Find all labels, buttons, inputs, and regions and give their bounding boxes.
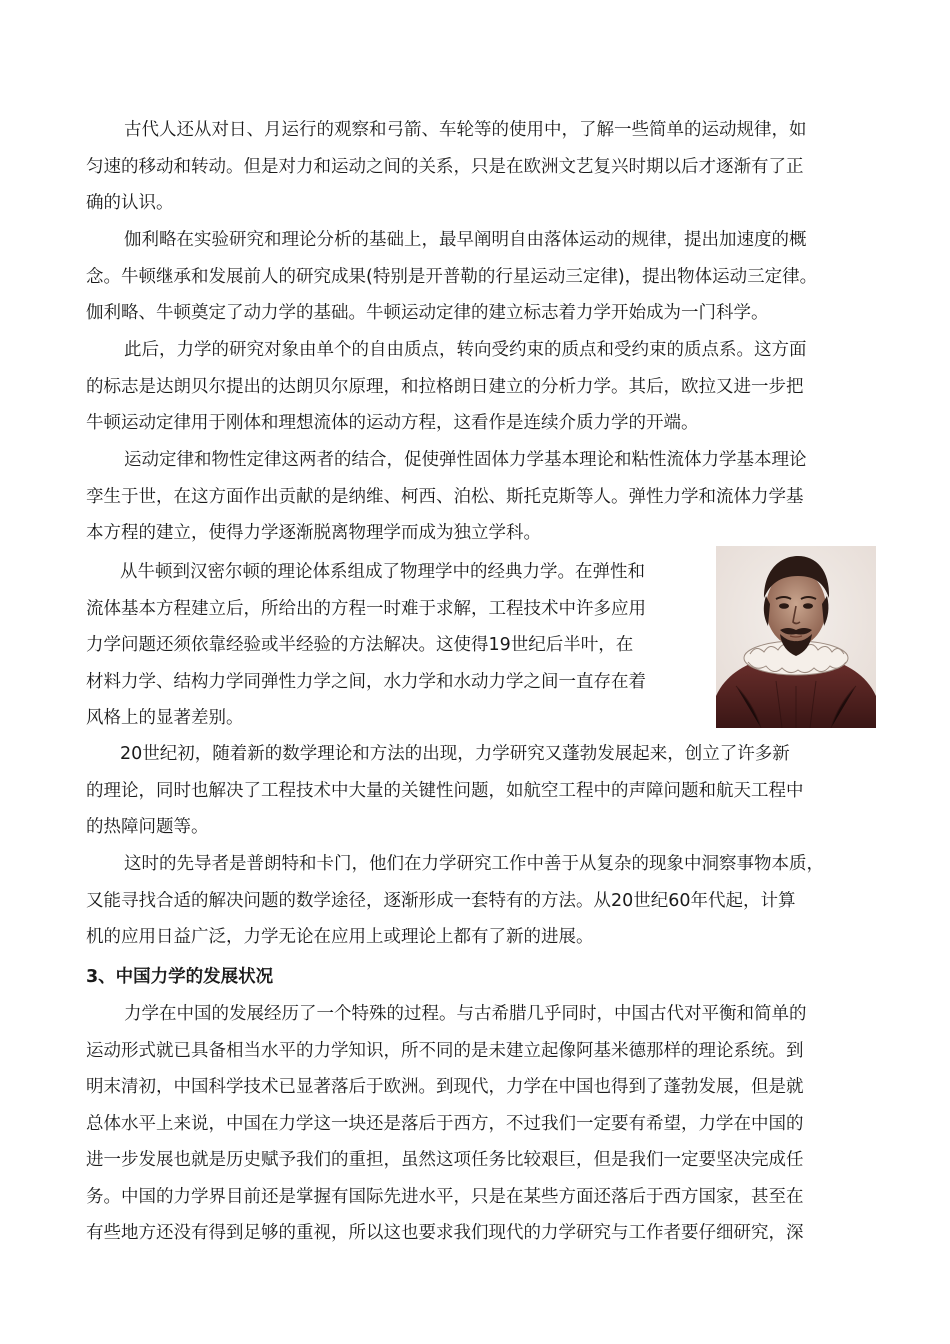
- text-line: 材料力学、结构力学同弹性力学之间，水力学和水动力学之间一直存在着: [86, 671, 646, 692]
- text-line: 本方程的建立，使得力学逐渐脱离物理学而成为独立学科。: [86, 523, 541, 543]
- text-line: 此后，力学的研究对象由单个的自由质点，转向受约束的质点和受约束的质点系。这方面: [124, 340, 807, 360]
- text-line: 匀速的移动和转动。但是对力和运动之间的关系，只是在欧洲文艺复兴时期以后才逐渐有了正: [86, 156, 804, 177]
- text-line: 牛顿运动定律用于刚体和理想流体的运动方程，这看作是连续介质力学的开端。: [86, 413, 699, 433]
- text-line: 古代人还从对日、月运行的观察和弓箭、车轮等的使用中，了解一些简单的运动规律，如: [124, 120, 807, 140]
- text-line: 的热障问题等。: [86, 817, 209, 837]
- text-line: 伽利略在实验研究和理论分析的基础上，最早阐明自由落体运动的规律，提出加速度的概: [124, 230, 807, 250]
- text-line: 风格上的显著差别。: [86, 708, 244, 728]
- paragraph-3: [86, 332, 886, 442]
- text-line: 总体水平上来说，中国在力学这一块还是落后于西方，不过我们一定要有希望，力学在中国的: [86, 1113, 804, 1134]
- text-line: 的理论，同时也解决了工程技术中大量的关键性问题，如航空工程中的声障问题和航天工程中: [86, 780, 804, 801]
- portrait-image: [716, 546, 876, 728]
- text-line: 这时的先导者是普朗特和卡门，他们在力学研究工作中善于从复杂的现象中洞察事物本质，: [124, 854, 824, 874]
- paragraph-2: [86, 222, 886, 332]
- text-line: 务。中国的力学界目前还是掌握有国际先进水平，只是在某些方面还落后于西方国家，甚至在: [86, 1186, 804, 1207]
- text-line: 伽利略、牛顿奠定了动力学的基础。牛顿运动定律的建立标志着力学开始成为一门科学。: [86, 303, 769, 323]
- text-line: 有些地方还没有得到足够的重视，所以这也要求我们现代的力学研究与工作者要仔细研究，深: [86, 1223, 804, 1243]
- text-line: 机的应用日益广泛，力学无论在应用上或理论上都有了新的进展。: [86, 927, 594, 947]
- text-line: 念。牛顿继承和发展前人的研究成果(特别是开普勒的行星运动三定律)，提出物体运动三定律。: [86, 266, 818, 287]
- text-line: 明末清初，中国科学技术已显著落后于欧洲。到现代，力学在中国也得到了蓬勃发展，但是就: [86, 1077, 804, 1097]
- paragraph-6: [86, 736, 886, 846]
- text-line: 又能寻找合适的解决问题的数学途径，逐渐形成一套特有的方法。从20世纪60年代起，计算: [86, 890, 796, 911]
- paragraph-7: [86, 846, 886, 956]
- text-line: 从牛顿到汉密尔顿的理论体系组成了物理学中的经典力学。在弹性和: [120, 562, 645, 582]
- text-line: 孪生于世，在这方面作出贡献的是纳维、柯西、泊松、斯托克斯等人。弹性力学和流体力学基: [86, 486, 804, 507]
- text-line: 力学问题还须依靠经验或半经验的方法解决。这使得19世纪后半叶，在: [86, 635, 634, 655]
- text-line: 运动定律和物性定律这两者的结合，促使弹性固体力学基本理论和粘性流体力学基本理论: [124, 450, 807, 470]
- text-line: 进一步发展也就是历史赋予我们的重担，虽然这项任务比较艰巨，但是我们一定要坚决完成任: [86, 1150, 804, 1170]
- text-line: 力学在中国的发展经历了一个特殊的过程。与古希腊几乎同时，中国古代对平衡和简单的: [124, 1004, 807, 1024]
- text-line: 的标志是达朗贝尔提出的达朗贝尔原理，和拉格朗日建立的分析力学。其后，欧拉又进一步把: [86, 376, 804, 397]
- text-line: 确的认识。: [86, 193, 174, 213]
- portrait-illustration: [716, 546, 876, 728]
- paragraph-4: [86, 442, 886, 552]
- text-line: 流体基本方程建立后，所给出的方程一时难于求解，工程技术中许多应用: [86, 598, 646, 619]
- section-paragraph: [86, 996, 886, 1252]
- text-line: 20世纪初，随着新的数学理论和方法的出现，力学研究又蓬勃发展起来，创立了许多新: [120, 744, 790, 764]
- paragraph-1: [86, 112, 886, 222]
- text-line: 运动形式就已具备相当水平的力学知识，所不同的是未建立起像阿基米德那样的理论系统。到: [86, 1040, 804, 1061]
- section-heading: 3、中国力学的发展状况: [86, 967, 274, 987]
- paragraph-5: [86, 554, 706, 737]
